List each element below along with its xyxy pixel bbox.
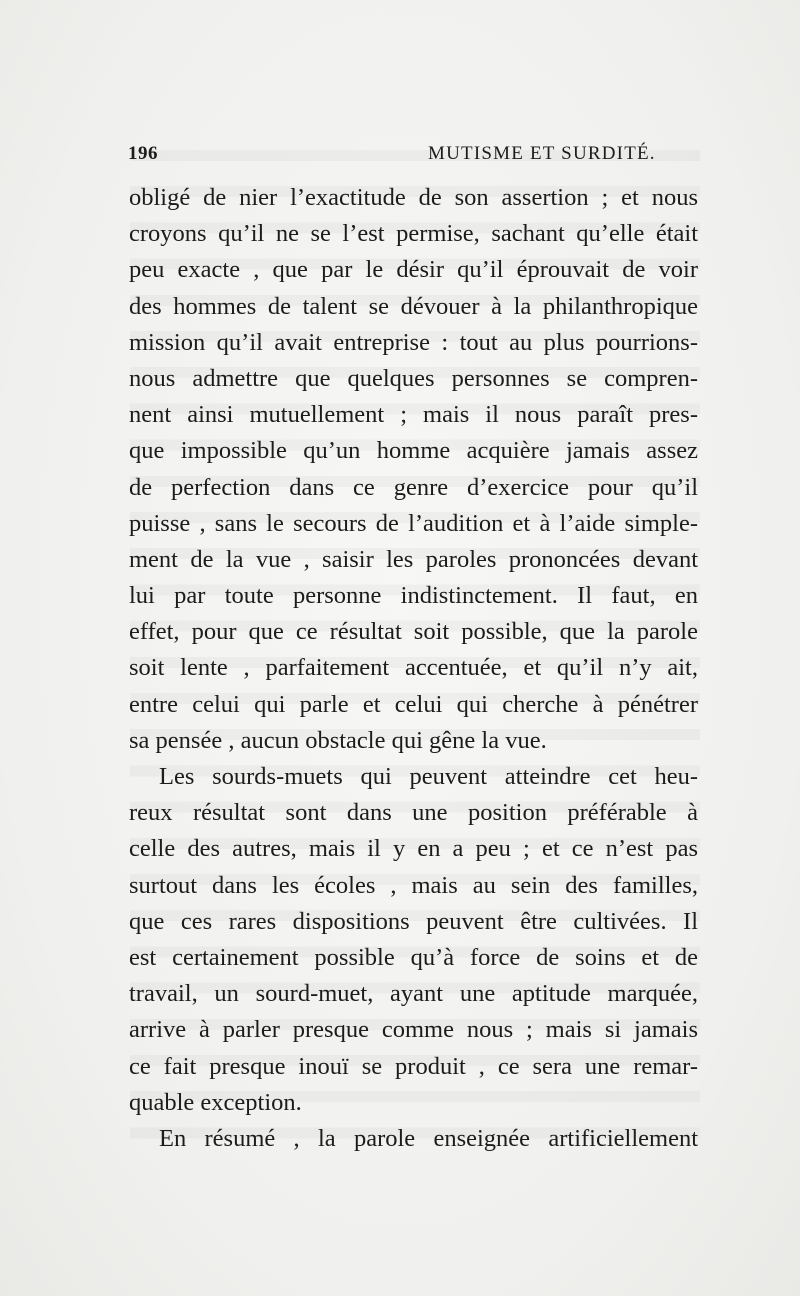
text-line: est certainement possible qu’à force de soins et de xyxy=(129,943,698,971)
paragraph-end-line: quable exception. xyxy=(129,1088,302,1116)
text-line: ment de la vue , saisir les paroles prononcées devant xyxy=(129,545,698,573)
text-line: croyons qu’il ne se l’est permise, sachant qu’elle était xyxy=(129,220,698,248)
page-number: 196 xyxy=(128,143,158,164)
text-line: nous admettre que quelques personnes se compren- xyxy=(129,364,698,392)
text-line: de perfection dans ce genre d’exercice pour qu’il xyxy=(129,473,698,501)
text-line: obligé de nier l’exactitude de son assertion ; et nous xyxy=(129,184,698,211)
text-line: lui par toute personne indistinctement. Il faut, en xyxy=(129,582,698,610)
text-line: mission qu’il avait entreprise : tout au plus pourrions- xyxy=(129,328,698,356)
text-line: entre celui qui parle et celui qui cherche à pénétrer xyxy=(129,690,698,718)
text-line: reux résultat sont dans une position préférable à xyxy=(129,799,698,827)
paragraph-end-line: sa pensée , aucun obstacle qui gêne la vue. xyxy=(129,726,547,754)
text-line: que ces rares dispositions peuvent être cultivées. Il xyxy=(129,907,698,935)
text-line: ce fait presque inouï se produit , ce sera une remar- xyxy=(129,1052,698,1080)
text-line: surtout dans les écoles , mais au sein des familles, xyxy=(129,871,698,899)
text-line: celle des autres, mais il y en a peu ; et ce n’est pas xyxy=(129,835,698,863)
running-title: MUTISME ET SURDITÉ. xyxy=(428,143,656,164)
text-line: des hommes de talent se dévouer à la philanthropique xyxy=(129,292,698,320)
paragraph-first-line: Les sourds-muets qui peuvent atteindre cet heu- xyxy=(159,763,698,790)
text-line: puisse , sans le secours de l’audition et à l’aide simple- xyxy=(129,509,698,537)
text-line: arrive à parler presque comme nous ; mais si jamais xyxy=(129,1016,698,1044)
body-text xyxy=(129,180,698,1157)
page-header xyxy=(128,143,696,173)
text-line: soit lente , parfaitement accentuée, et qu’il n’y ait, xyxy=(129,654,698,682)
paragraph-first-line: En résumé , la parole enseignée artificiellement xyxy=(159,1124,698,1152)
text-line: que impossible qu’un homme acquière jamais assez xyxy=(129,437,698,465)
text-line: effet, pour que ce résultat soit possible, que la parole xyxy=(129,618,698,646)
text-line: nent ainsi mutuellement ; mais il nous paraît pres- xyxy=(129,401,698,429)
text-line: travail, un sourd-muet, ayant une aptitude marquée, xyxy=(129,980,698,1008)
text-line: peu exacte , que par le désir qu’il éprouvait de voir xyxy=(129,256,698,284)
